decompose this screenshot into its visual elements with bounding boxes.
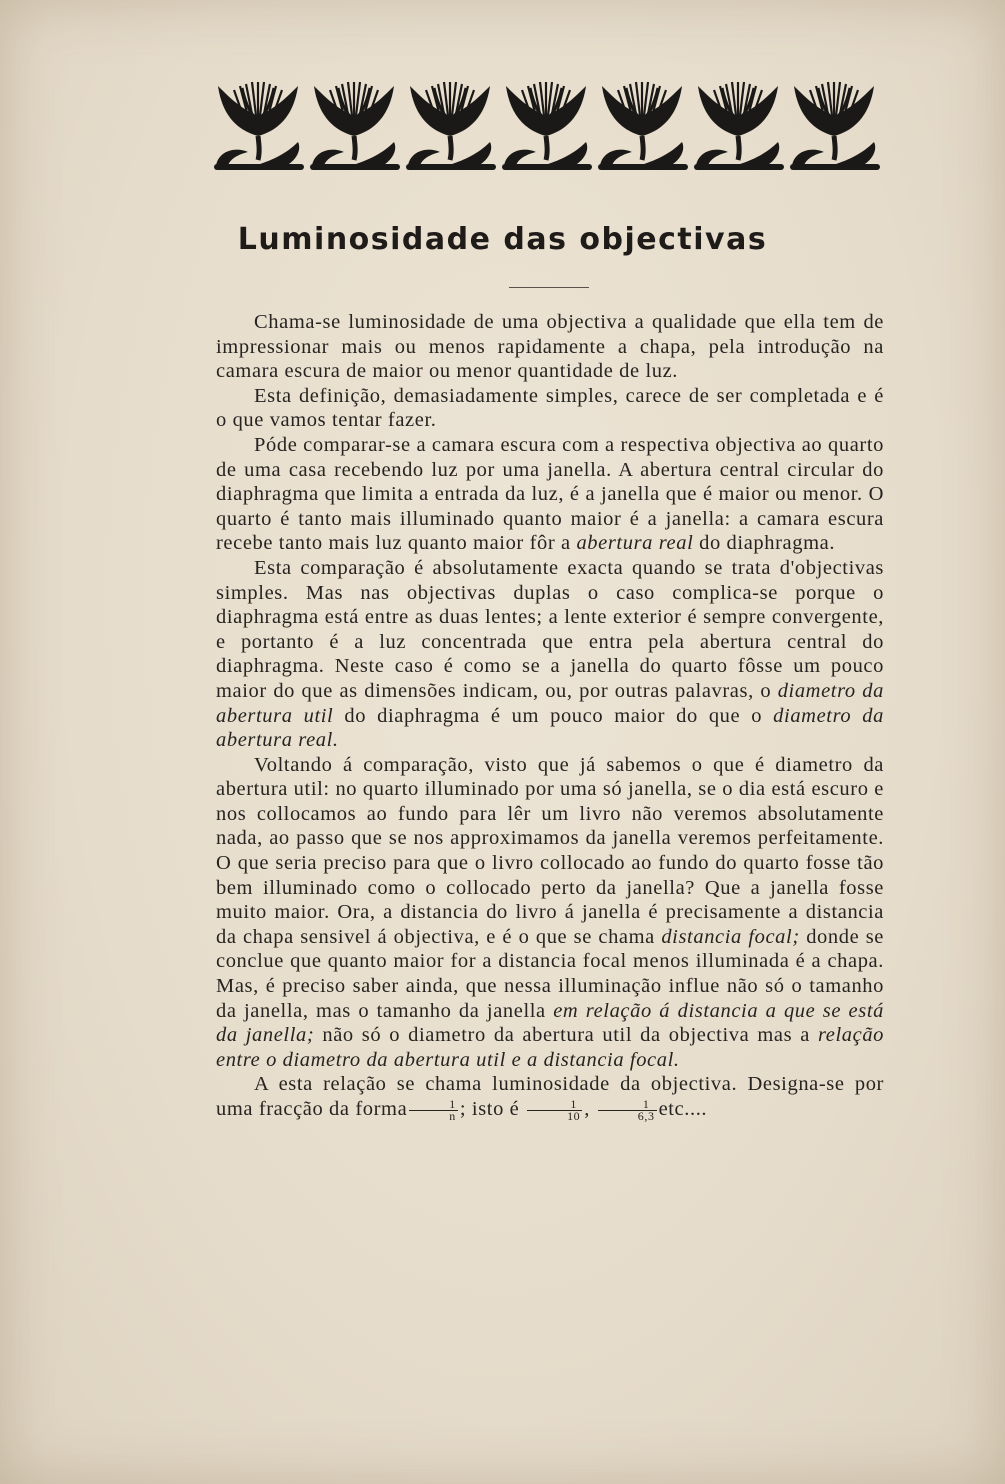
italic-term: diametro da abertura util [216, 679, 884, 727]
italic-term: abertura real [576, 532, 694, 555]
italic-term: relação entre o diametro da abertura util e a distancia focal. [216, 1024, 885, 1071]
page-title: Luminosidade das objectivas [237, 222, 768, 257]
paragraph-4: Esta comparação é absolutamente exacta quando se trata d'objectivas simples. Mas nas objectivas duplas o caso complica-se porque o diaphragma está entre as duas lentes; a lente exterior é sempre convergente, e portanto é a luz concentrada que entra pela abertura central do diaphragma. Neste caso é como se a janella do quarto fôsse um pouco maior do que as dimensões indicam, ou, por outras palavras, o diametro da abertura util do diaphragma é um pouco maior do que o diametro da abertura real. [216, 556, 884, 752]
paragraph-5: Voltando á comparação, visto que já sabemos o que é diametro da abertura util: no quarto illuminado por uma só janella, se o dia está escuro e nos collocamos ao fundo para lêr um livro não veremos absolutamente nada, ao passo que se nos approximamos da janella veremos perfeitamente. O que seria preciso para que o livro collocado ao fundo do quarto fosse tão bem illuminado como o collocado perto da janella? Que a janella fosse muito maior. Ora, a distancia do livro á janella é precisamente a distancia da chapa sensivel á objectiva, e é o que se chama distancia focal; donde se conclue que quanto maior for a distancia focal menos illuminada é a chapa. Mas, é preciso saber ainda, que nessa illuminação influe não só o tamanho da janella, mas o tamanho da janella em relação á distancia a que se está da janella; não só o diametro da abertura util da objectiva mas a relação entre o diametro da abertura util e a distancia focal. [216, 753, 885, 1071]
italic-term: diametro da abertura real. [216, 704, 884, 752]
article-body [216, 310, 884, 1122]
title-divider [509, 287, 589, 288]
paragraph-1: Chama-se luminosidade de uma objectiva a qualidade que ella tem de impressionar mais ou menos rapidamente a chapa, pela introdução na camara escura de maior ou menor quantidade de luz. [216, 311, 884, 383]
fraction-1-10: $\frac{1}{10}$ [527, 1099, 582, 1122]
paragraph-3: Póde comparar-se a camara escura com a respectiva objectiva ao quarto de uma casa recebendo luz por uma janella. A abertura central circular do diaphragma que limita a entrada da luz, é a janella que é maior ou menor. O quarto é tanto mais illuminado quanto maior é a janella: a camara escura recebe tanto mais luz quanto maior fôr a abertura real do diaphragma. [216, 433, 884, 555]
fraction-1-n: $\frac{1}{n}$ [409, 1099, 458, 1122]
italic-term: em relação á distancia a que se está da janella; [216, 999, 884, 1047]
fraction-1-6-3: $\frac{1}{6,3}$ [598, 1099, 657, 1122]
paragraph-2: Esta definição, demasiadamente simples, carece de ser completada e é o que vamos tentar fazer. [216, 384, 884, 432]
italic-term: distancia focal; [661, 925, 800, 948]
lotus-flower-border-icon [212, 80, 884, 174]
paragraph-6: A esta relação se chama luminosidade da objectiva. Designa-se por uma fracção da forma $\frac{1}{n}$ ; isto é $\frac{1}{10}$ , $\frac{1}{6,3}$ etc.... [216, 1073, 884, 1123]
